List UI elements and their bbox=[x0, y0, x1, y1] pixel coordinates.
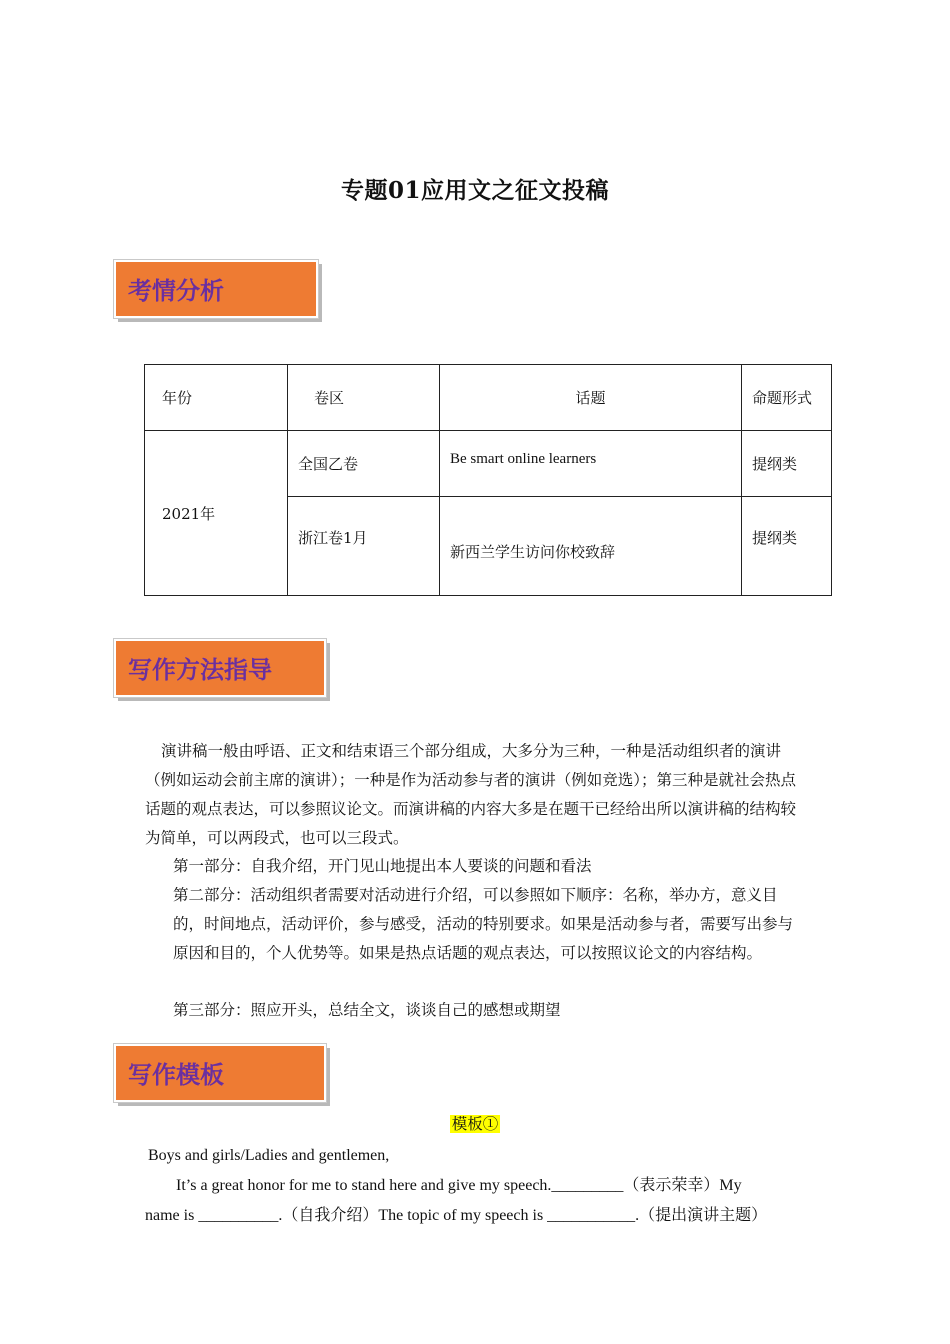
template-label-wrap bbox=[0, 1112, 950, 1134]
template-line1: It’s a great honor for me to stand here and give my speech._________（表示荣幸）My bbox=[176, 1177, 742, 1194]
cell-region: 浙江卷1月 bbox=[288, 497, 440, 596]
page-title: 专题01应用文之征文投稿 bbox=[340, 177, 609, 204]
table-header-row bbox=[145, 365, 832, 431]
cell-year: 2021年 bbox=[145, 431, 288, 596]
section-badge-method: 写作方法指导 bbox=[114, 639, 326, 697]
method-part2: 第二部分：活动组织者需要对活动进行介绍，可以参照如下顺序：名称，举办方，意义目的，时间地点，活动评价，参与感受，活动的特别要求。如果是活动参与者，需要写出参与原因和目的，个人优势等。如果是热点话题的观点表达，可以按照议论文的内容结构。 bbox=[173, 886, 794, 962]
method-intro: 演讲稿一般由呼语、正文和结束语三个部分组成，大多分为三种，一种是活动组织者的演讲（例如运动会前主席的演讲）；一种是作为活动参与者的演讲（例如竞选）；第三种是就社会热点话题的观点表达，可以参照议论文。而演讲稿的内容大多是在题干已经给出所以演讲稿的结构较为简单，可以两段式，也可以三段式。 bbox=[145, 742, 797, 847]
method-part3: 第三部分：照应开头，总结全文，谈谈自己的感想或期望 bbox=[173, 1001, 561, 1019]
cell-topic: Be smart online learners bbox=[440, 431, 742, 497]
table-row bbox=[145, 431, 832, 497]
template-line2: name is __________.（自我介绍）The topic of my speech is ___________.（提出演讲主题） bbox=[145, 1207, 768, 1224]
section-badge-template: 写作模板 bbox=[114, 1044, 326, 1102]
header-region: 卷区 bbox=[288, 365, 440, 431]
cell-region: 全国乙卷 bbox=[288, 431, 440, 497]
header-form: 命题形式 bbox=[742, 365, 832, 431]
header-year: 年份 bbox=[145, 365, 288, 431]
template-greeting: Boys and girls/Ladies and gentlemen, bbox=[148, 1147, 390, 1164]
section-badge-analysis: 考情分析 bbox=[114, 260, 318, 318]
method-part1: 第一部分：自我介绍，开门见山地提出本人要谈的问题和看法 bbox=[173, 857, 592, 875]
cell-topic: 新西兰学生访问你校致辞 bbox=[440, 497, 742, 596]
cell-form: 提纲类 bbox=[742, 431, 832, 497]
header-topic: 话题 bbox=[440, 365, 742, 431]
cell-form: 提纲类 bbox=[742, 497, 832, 596]
exam-table bbox=[144, 364, 832, 596]
template-label: 模板① bbox=[451, 1115, 499, 1133]
